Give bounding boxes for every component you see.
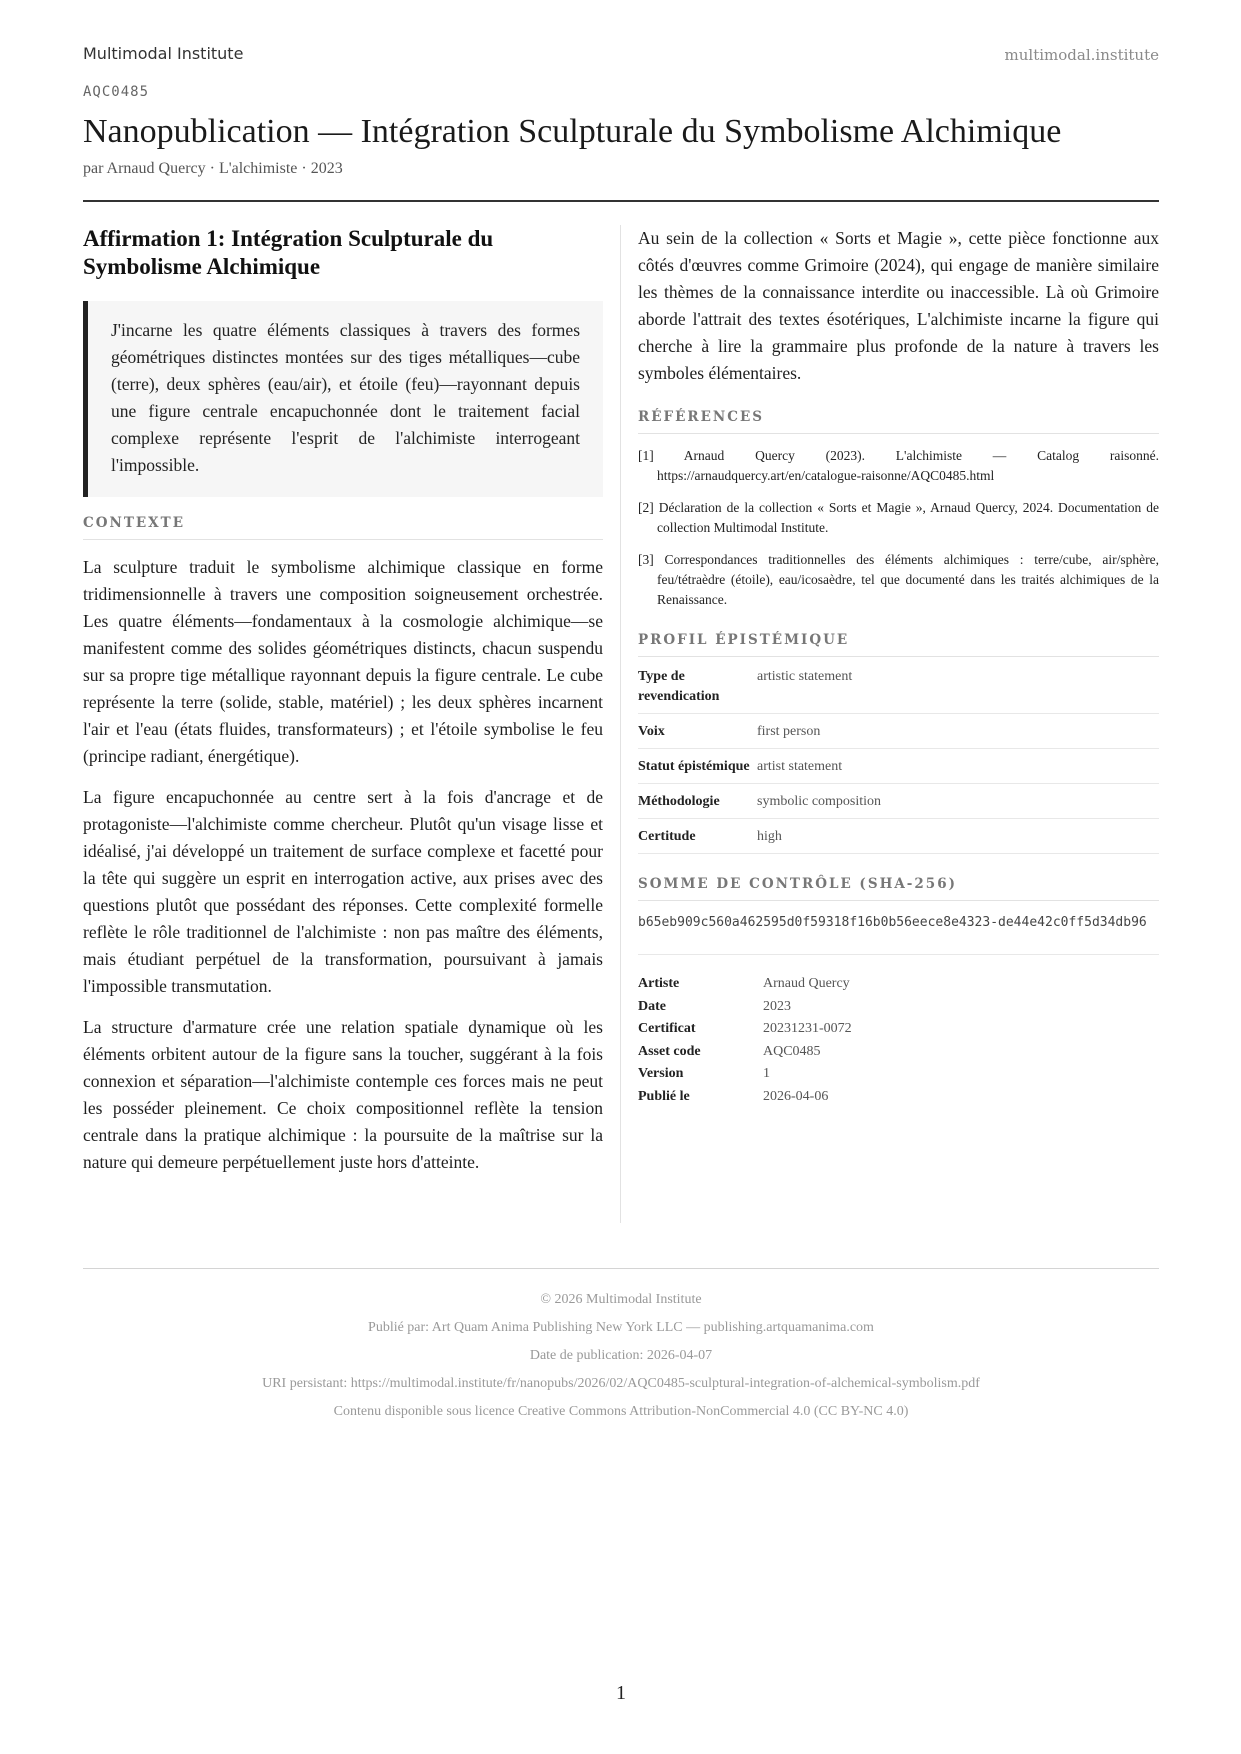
metadata-list bbox=[638, 973, 1159, 1109]
reference-item[interactable]: [1] Arnaud Quercy (2023). L'alchimiste — Catalog raisonné. https://arnaudquercy.art/en/catalogue-raisonne/AQC0485.html bbox=[638, 448, 1159, 483]
profile-key: Méthodologie bbox=[638, 784, 757, 819]
profile-value: artist statement bbox=[757, 749, 1159, 784]
references-label: RÉFÉRENCES bbox=[638, 409, 1159, 434]
reference-list bbox=[638, 446, 1159, 610]
metadata-row bbox=[638, 996, 1159, 1019]
metadata-value: 2023 bbox=[763, 998, 791, 1014]
table-row bbox=[638, 714, 1159, 749]
left-column bbox=[83, 225, 603, 1176]
context-paragraph: La structure d'armature crée une relation spatiale dynamique où les éléments orbitent autour de la figure sans la toucher, suggérant à la fois connexion et séparation—l'alchimiste contemple ces forces mais ne peut les posséder pleinement. Ce choix compositionnel reflète la tension centrale dans la pratique alchimique : la poursuite de la maîtrise sur la nature qui demeure perpétuellement juste hors d'atteinte. bbox=[83, 1017, 603, 1172]
metadata-key: Artiste bbox=[638, 976, 680, 991]
metadata-value: Arnaud Quercy bbox=[763, 976, 850, 991]
table-row bbox=[638, 749, 1159, 784]
byline: par Arnaud Quercy · L'alchimiste · 2023 bbox=[83, 160, 343, 177]
metadata-row bbox=[638, 973, 1159, 996]
metadata-value: 1 bbox=[763, 1066, 770, 1082]
table-row bbox=[638, 659, 1159, 714]
checksum-label: SOMME DE CONTRÔLE (SHA-256) bbox=[638, 876, 1159, 901]
page-title: Nanopublication — Intégration Sculpturale du Symbolisme Alchimique bbox=[83, 113, 1062, 150]
brand-name: Multimodal Institute bbox=[83, 44, 244, 63]
profile-label: PROFIL ÉPISTÉMIQUE bbox=[638, 632, 1159, 657]
metadata-value: 2026-04-06 bbox=[763, 1088, 829, 1104]
metadata-key: Date bbox=[638, 998, 666, 1014]
page-footer bbox=[83, 1286, 1159, 1426]
profile-value: symbolic composition bbox=[757, 784, 1159, 819]
claim-quote: J'incarne les quatre éléments classiques à travers des formes géométriques distinctes montées sur des tiges métalliques—cube (terre), deux sphères (eau/air), et étoile (feu)—rayonnant depuis une figure centrale encapuchonnée dont le traitement facial complexe représente l'esprit de l'alchimiste interrogeant l'impossible. bbox=[83, 301, 603, 497]
reference-item: [2] Déclaration de la collection « Sorts et Magie », Arnaud Quercy, 2024. Documentation de collection Multimodal Institute. bbox=[638, 500, 1159, 535]
profile-key: Voix bbox=[638, 714, 757, 749]
document-page bbox=[83, 0, 1159, 1754]
asset-code: AQC0485 bbox=[83, 84, 150, 100]
context-continuation: Au sein de la collection « Sorts et Magie », cette pièce fonctionne aux côtés d'œuvres comme Grimoire (2024), qui engage de manière similaire les thèmes de la connaissance interdite ou inaccessible. Là où Grimoire aborde l'attrait des textes ésotériques, L'alchimiste incarne la figure qui cherche à lire la grammaire plus profonde de la nature à travers les symboles élémentaires. bbox=[638, 228, 1159, 383]
metadata-key: Asset code bbox=[638, 1043, 701, 1059]
metadata-row bbox=[638, 1063, 1159, 1086]
footer-license: Contenu disponible sous licence Creative Commons Attribution-NonCommercial 4.0 (CC BY-NC 4.0) bbox=[333, 1404, 909, 1419]
footer-uri[interactable]: URI persistant: https://multimodal.institute/fr/nanopubs/2026/02/AQC0485-sculptural-integration-of-alchemical-symbolism.pdf bbox=[262, 1376, 980, 1391]
metadata-key: Certificat bbox=[638, 1021, 696, 1037]
site-link[interactable]: multimodal.institute bbox=[1004, 46, 1159, 64]
metadata-key: Version bbox=[638, 1066, 684, 1082]
epistemic-profile-table bbox=[638, 659, 1159, 854]
metadata-key: Publié le bbox=[638, 1088, 690, 1104]
metadata-row bbox=[638, 1086, 1159, 1109]
profile-key: Statut épistémique bbox=[638, 749, 757, 784]
right-column bbox=[638, 225, 1159, 1109]
metadata-row bbox=[638, 1018, 1159, 1041]
footer-publisher[interactable]: Publié par: Art Quam Anima Publishing New York LLC — publishing.artquamanima.com bbox=[368, 1320, 874, 1335]
reference-item: [3] Correspondances traditionnelles des éléments alchimiques : terre/cube, air/sphère, feu/tétraèdre (étoile), eau/icosaèdre, tel que documenté dans les traités alchimiques de la Renaissance. bbox=[638, 552, 1159, 607]
table-row bbox=[638, 784, 1159, 819]
header-divider bbox=[83, 200, 1159, 202]
context-paragraph: La sculpture traduit le symbolisme alchimique classique en forme tridimensionnelle à travers une composition soigneusement orchestrée. Les quatre éléments—fondamentaux à la cosmologie alchimique—se manifestent comme des solides géométriques distincts, chacun suspendu sur sa propre tige métallique rayonnant depuis la figure centrale. Le cube représente la terre (solide, stable, matériel) ; les deux sphères incarnent l'air et l'eau (états fluides, transformateurs) ; et l'étoile symbolise le feu (principe radiant, énergétique). bbox=[83, 557, 603, 766]
profile-key: Type de revendication bbox=[638, 659, 757, 714]
footer-copyright: © 2026 Multimodal Institute bbox=[540, 1292, 702, 1307]
profile-value: artistic statement bbox=[757, 659, 1159, 714]
table-row bbox=[638, 819, 1159, 854]
footer-divider bbox=[83, 1268, 1159, 1269]
column-divider bbox=[620, 225, 621, 1223]
footer-pubdate: Date de publication: 2026-04-07 bbox=[529, 1348, 713, 1363]
profile-value: first person bbox=[757, 714, 1159, 749]
claim-heading: Affirmation 1: Intégration Sculpturale du Symbolisme Alchimique bbox=[83, 226, 494, 279]
profile-value: high bbox=[757, 819, 1159, 854]
context-paragraph: La figure encapuchonnée au centre sert à la fois d'ancrage et de protagoniste—l'alchimiste comme chercheur. Plutôt qu'un visage lisse et idéalisé, j'ai développé un traitement de surface complexe et facetté pour la tête qui suggère un esprit en interrogation active, aux prises avec des questions plutôt que possédant des réponses. Cette complexité formelle reflète le rôle traditionnel de l'alchimiste : non pas maître des éléments, mais étudiant perpétuel de la transformation, poursuivant à jamais l'impossible transmutation. bbox=[83, 787, 603, 996]
context-label: CONTEXTE bbox=[83, 515, 603, 540]
metadata-value: AQC0485 bbox=[763, 1043, 821, 1059]
metadata-value: 20231231-0072 bbox=[763, 1021, 852, 1037]
checksum-value: b65eb909c560a462595d0f59318f16b0b56eece8e4323-de44e42c0ff5d34db96 bbox=[638, 913, 1159, 955]
page-number: 1 bbox=[616, 1682, 626, 1704]
profile-key: Certitude bbox=[638, 819, 757, 854]
page-header bbox=[83, 44, 1159, 68]
metadata-row bbox=[638, 1041, 1159, 1064]
